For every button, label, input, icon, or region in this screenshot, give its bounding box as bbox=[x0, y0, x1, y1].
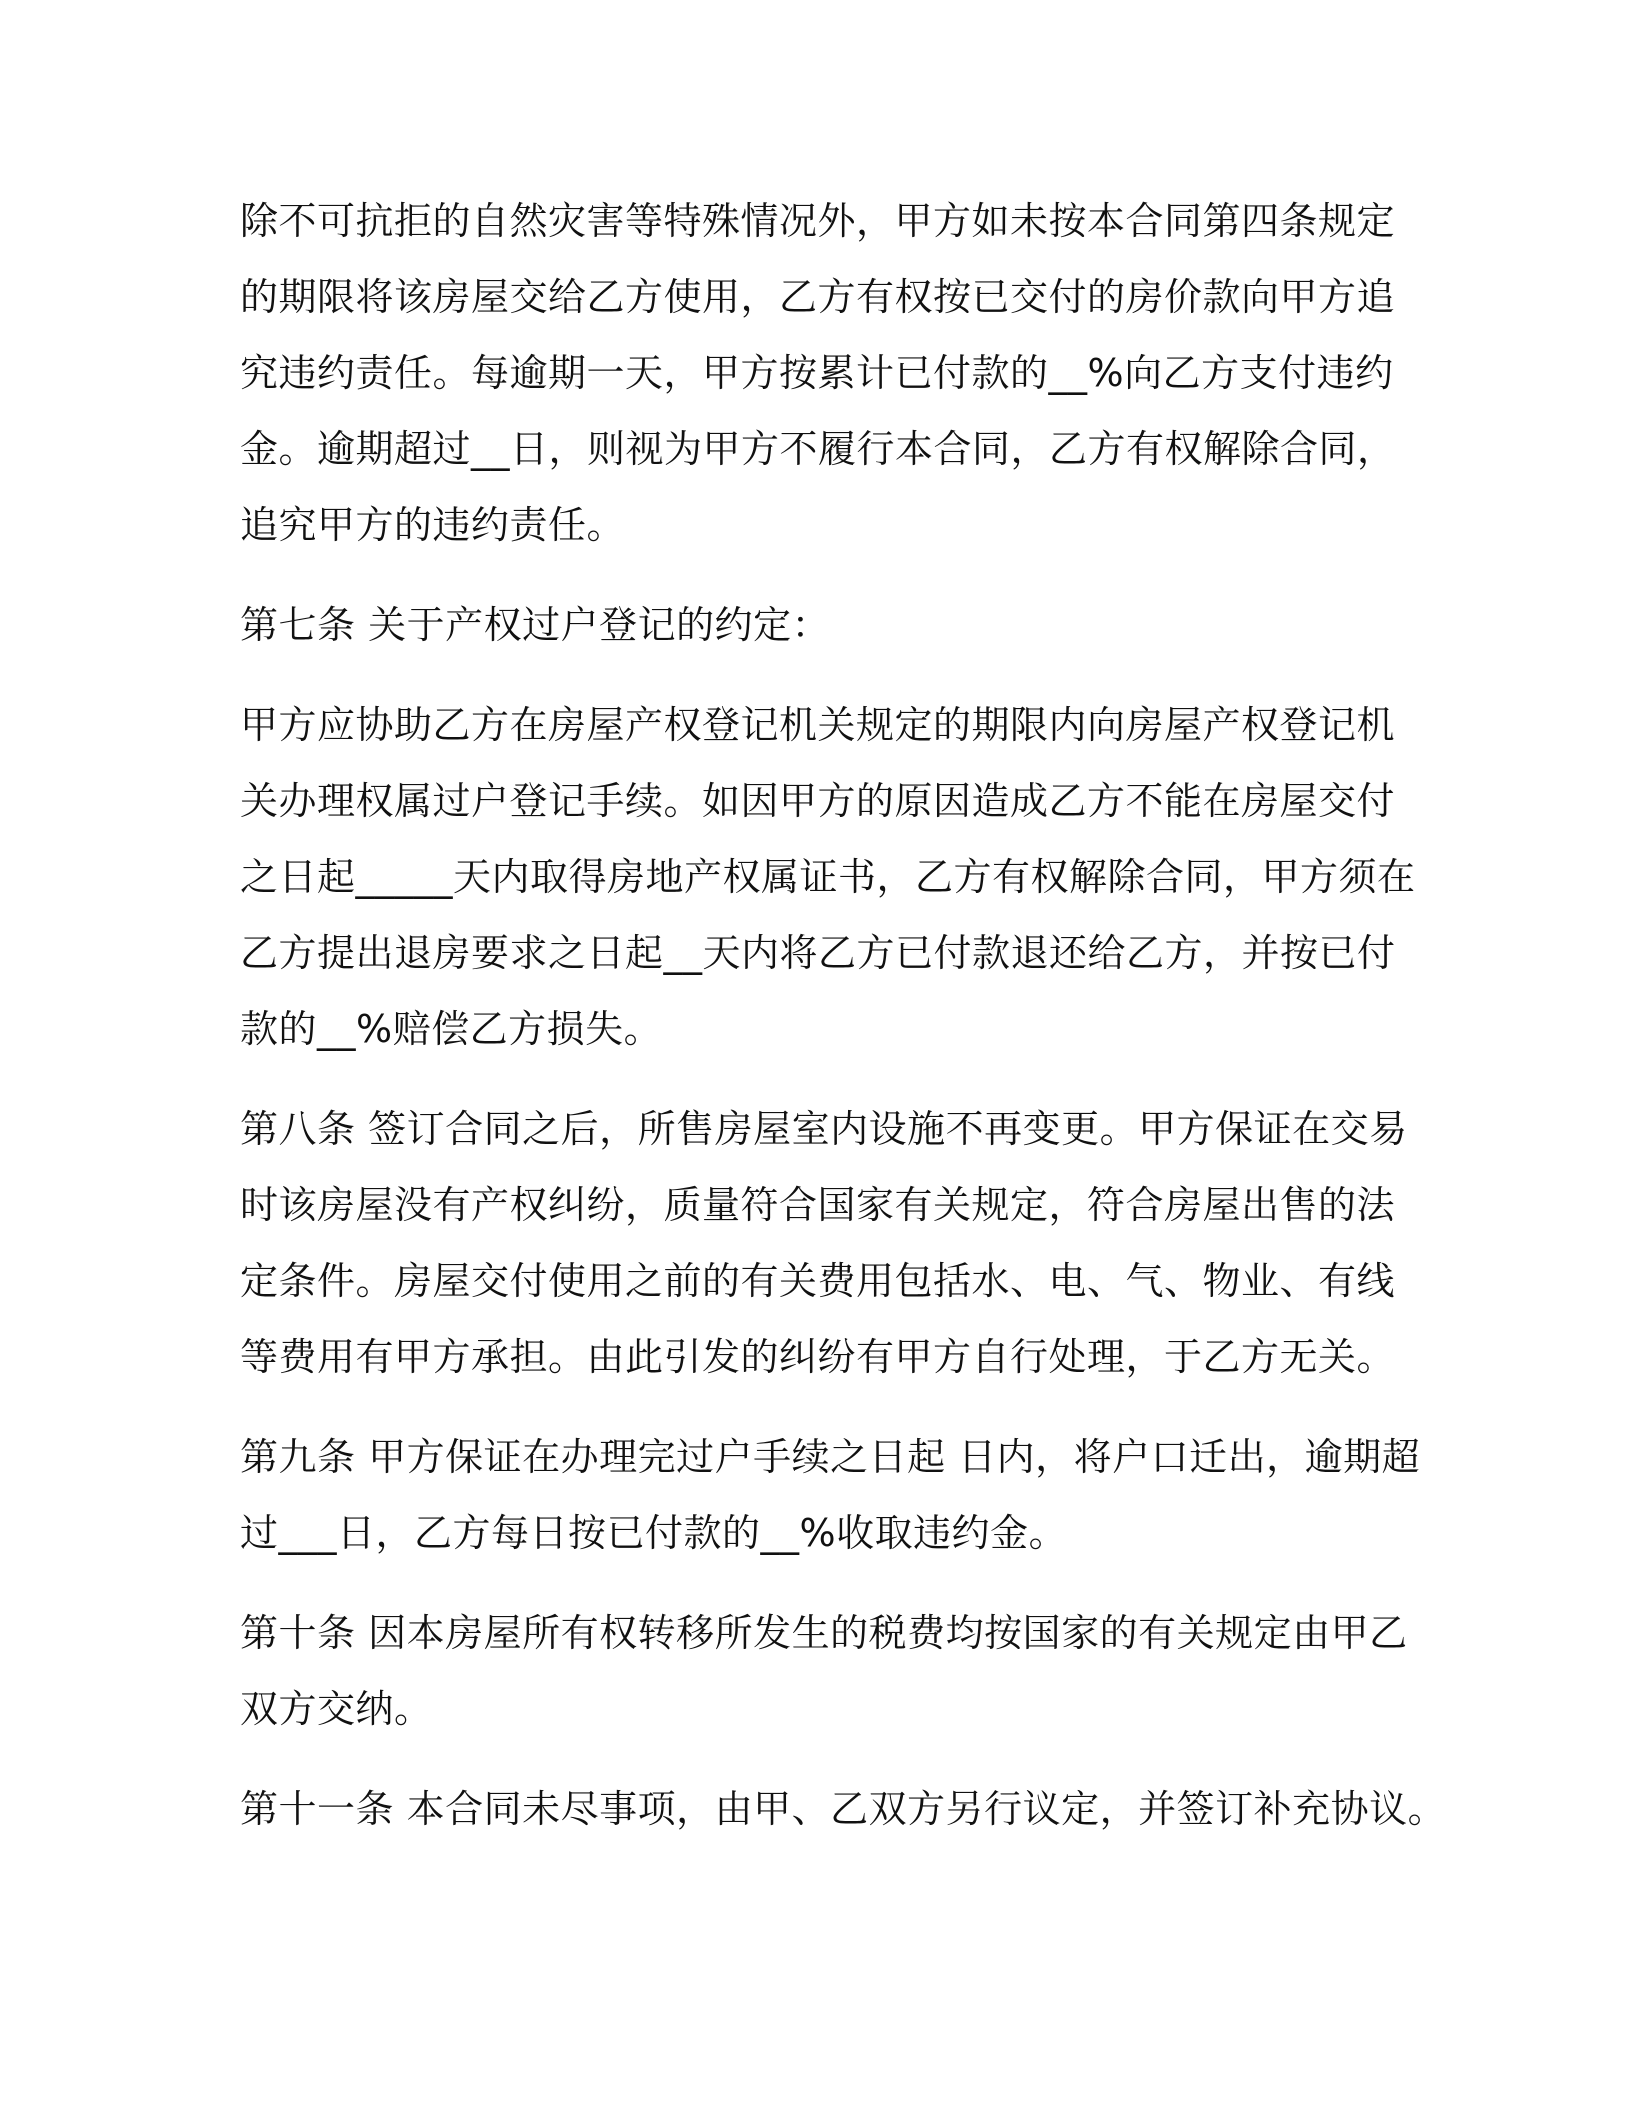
text-line: 第七条 关于产权过户登记的约定： bbox=[240, 603, 831, 647]
text-line: 究违约责任。每逾期一天，甲方按累计已付款的__%向乙方支付违约 bbox=[240, 351, 1394, 395]
article-7-heading bbox=[240, 587, 1400, 663]
text-line: 第十条 因本房屋所有权转移所发生的税费均按国家的有关规定由甲乙 bbox=[240, 1611, 1408, 1655]
text-line: 金。逾期超过__日，则视为甲方不履行本合同，乙方有权解除合同， bbox=[240, 427, 1396, 471]
text-line: 时该房屋没有产权纠纷，质量符合国家有关规定，符合房屋出售的法 bbox=[240, 1183, 1396, 1227]
text-line: 的期限将该房屋交给乙方使用，乙方有权按已交付的房价款向甲方追 bbox=[240, 275, 1396, 319]
text-line: 第八条 签订合同之后，所售房屋室内设施不再变更。甲方保证在交易 bbox=[240, 1107, 1408, 1151]
text-line: 追究甲方的违约责任。 bbox=[240, 503, 626, 547]
text-line: 乙方提出退房要求之日起__天内将乙方已付款退还给乙方，并按已付 bbox=[240, 931, 1396, 975]
article-8 bbox=[240, 1091, 1408, 1395]
text-line: 除不可抗拒的自然灾害等特殊情况外，甲方如未按本合同第四条规定 bbox=[240, 199, 1396, 243]
text-line: 之日起_____天内取得房地产权属证书，乙方有权解除合同，甲方须在 bbox=[240, 855, 1416, 899]
text-line: 定条件。房屋交付使用之前的有关费用包括水、电、气、物业、有线 bbox=[240, 1259, 1396, 1303]
document-body bbox=[240, 183, 1447, 1871]
text-line: 第十一条 本合同未尽事项，由甲、乙双方另行议定，并签订补充协议。 bbox=[240, 1787, 1447, 1831]
text-line: 双方交纳。 bbox=[240, 1687, 433, 1731]
paragraph-title-transfer bbox=[240, 687, 1416, 1067]
article-9 bbox=[240, 1419, 1421, 1571]
paragraph-penalty-delivery bbox=[240, 183, 1400, 563]
text-line: 过___日，乙方每日按已付款的__%收取违约金。 bbox=[240, 1511, 1068, 1555]
text-line: 等费用有甲方承担。由此引发的纠纷有甲方自行处理，于乙方无关。 bbox=[240, 1335, 1396, 1379]
article-11 bbox=[240, 1771, 1447, 1847]
text-line: 关办理权属过户登记手续。如因甲方的原因造成乙方不能在房屋交付 bbox=[240, 779, 1396, 823]
text-line: 甲方应协助乙方在房屋产权登记机关规定的期限内向房屋产权登记机 bbox=[240, 703, 1396, 747]
article-10 bbox=[240, 1595, 1408, 1747]
text-line: 第九条 甲方保证在办理完过户手续之日起 日内，将户口迁出，逾期超 bbox=[240, 1435, 1421, 1479]
text-line: 款的__%赔偿乙方损失。 bbox=[240, 1007, 663, 1051]
